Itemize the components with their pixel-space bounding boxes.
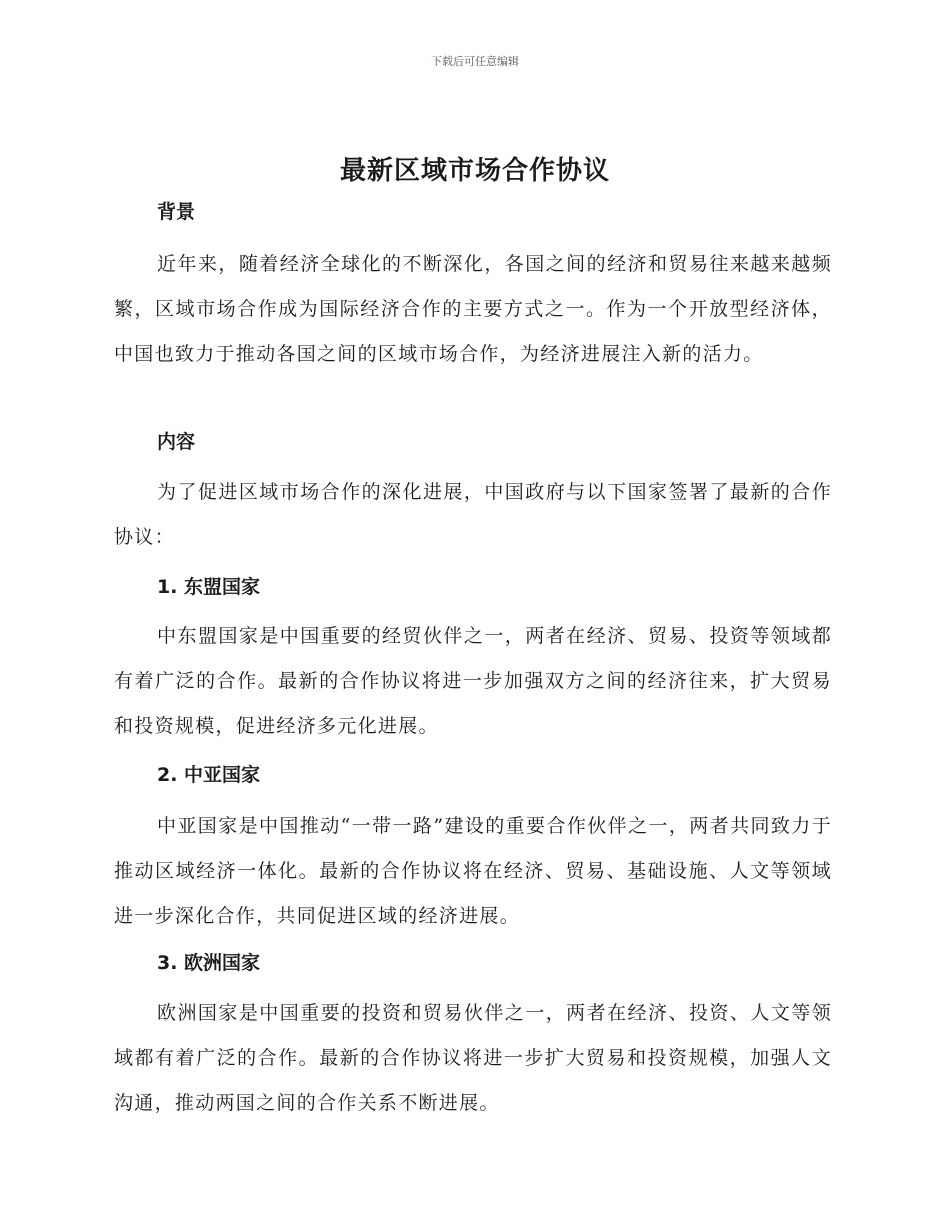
section-heading-content: 内容 (157, 431, 196, 453)
section-heading-background: 背景 (157, 201, 196, 223)
document-title: 最新区域市场合作协议 (339, 156, 610, 186)
paragraph-central-asia: 中亚国家是中国推动“一带一路”建设的重要合作伙伴之一，两者共同致力于推动区域经济一体化。最新的合作协议将在经济、贸易、基础设施、人文等领域进一步深化合作，共同促进区域的经济进展。 (114, 815, 832, 927)
section-heading-europe: 3. 欧洲国家 (157, 952, 261, 974)
paragraph-europe: 欧洲国家是中国重要的投资和贸易伙伴之一，两者在经济、投资、人文等领域都有着广泛的合作。最新的合作协议将进一步扩大贸易和投资规模，加强人文沟通，推动两国之间的合作关系不断进展。 (114, 1002, 832, 1114)
section-heading-central-asia: 2. 中亚国家 (157, 764, 261, 786)
paragraph-content: 为了促进区域市场合作的深化进展，中国政府与以下国家签署了最新的合作协议： (114, 481, 832, 548)
section-heading-asean: 1. 东盟国家 (157, 576, 261, 598)
header-note: 下载后可任意编辑 (431, 55, 519, 68)
paragraph-background: 近年来，随着经济全球化的不断深化，各国之间的经济和贸易往来越来越频繁，区域市场合作成为国际经济合作的主要方式之一。作为一个开放型经济体，中国也致力于推动各国之间的区域市场合作，为经济进展注入新的活力。 (114, 253, 832, 365)
paragraph-asean: 中东盟国家是中国重要的经贸伙伴之一，两者在经济、贸易、投资等领域都有着广泛的合作。最新的合作协议将进一步加强双方之间的经济往来，扩大贸易和投资规模，促进经济多元化进展。 (114, 625, 832, 737)
